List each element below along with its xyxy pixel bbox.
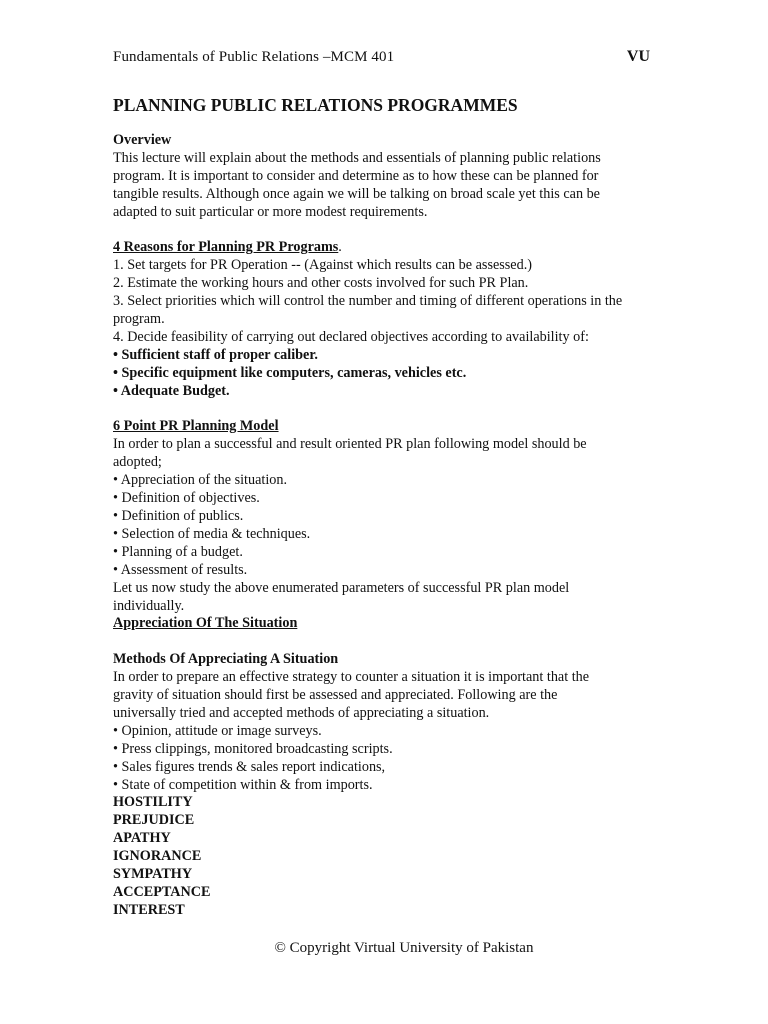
overview-section — [113, 132, 658, 222]
page-title: PLANNING PUBLIC RELATIONS PROGRAMMES — [113, 95, 518, 115]
model-bullet: • Definition of publics. — [113, 508, 244, 524]
model-bullet: • Planning of a budget. — [113, 543, 243, 560]
page-header — [113, 48, 650, 70]
methods-heading: Methods Of Appreciating A Situation — [113, 651, 339, 668]
attitude-state: INTEREST — [113, 901, 185, 918]
model-bullet: • Selection of media & techniques. — [113, 525, 311, 542]
methods-bullet: • Sales figures trends & sales report indications, — [113, 758, 386, 775]
spacer — [113, 401, 658, 419]
reasons-heading: 4 Reasons for Planning PR Programs — [113, 239, 339, 256]
requirement-bullet: • Adequate Budget. — [113, 382, 230, 399]
appreciation-heading: Appreciation Of The Situation — [113, 615, 298, 632]
reason-item: 3. Select priorities which will control the number and timing of different operations in the — [113, 293, 623, 310]
overview-line: adapted to suit particular or more modest requirements. — [113, 203, 428, 220]
reasons-heading-period: . — [338, 239, 342, 256]
model-bullet: • Assessment of results. — [113, 561, 248, 578]
model-outro-line: individually. — [113, 597, 185, 614]
methods-bullet: • Opinion, attitude or image surveys. — [113, 722, 322, 739]
reason-item: 2. Estimate the working hours and other costs involved for such PR Plan. — [113, 275, 529, 292]
vu-label: VU — [626, 48, 650, 65]
model-outro-line: Let us now study the above enumerated parameters of successful PR plan model — [113, 579, 570, 596]
attitude-state: PREJUDICE — [113, 812, 195, 829]
requirement-bullet: • Sufficient staff of proper caliber. — [113, 346, 318, 363]
reason-item: 1. Set targets for PR Operation -- (Against which results can be assessed.) — [113, 257, 532, 274]
model-intro-line: adopted; — [113, 454, 162, 471]
model-intro-line: In order to plan a successful and result oriented PR plan following model should be — [113, 436, 587, 453]
methods-intro-line: In order to prepare an effective strategy to counter a situation it is important that the — [113, 669, 590, 686]
model-section — [113, 418, 658, 633]
reasons-heading-row — [113, 239, 658, 257]
overview-line: This lecture will explain about the methods and essentials of planning public relations — [113, 149, 601, 166]
document-body — [113, 94, 658, 920]
model-heading: 6 Point PR Planning Model — [113, 418, 279, 435]
methods-bullet: • State of competition within & from imports. — [113, 776, 373, 793]
reason-item: program. — [113, 311, 165, 328]
requirement-bullet: • Specific equipment like computers, cameras, vehicles etc. — [113, 364, 467, 381]
overview-line: program. It is important to consider and determine as to how these can be planned for — [113, 167, 599, 184]
overview-heading: Overview — [113, 132, 172, 148]
spacer — [113, 633, 658, 651]
methods-section — [113, 651, 658, 920]
spacer — [113, 222, 658, 240]
methods-intro-line: universally tried and accepted methods of appreciating a situation. — [113, 704, 490, 721]
attitude-state: HOSTILITY — [113, 794, 193, 811]
model-bullet: • Appreciation of the situation. — [113, 472, 287, 489]
reasons-section — [113, 239, 658, 400]
copyright-notice: © Copyright Virtual University of Pakistan — [274, 940, 534, 956]
page-footer — [0, 940, 768, 957]
attitude-state: APATHY — [113, 830, 171, 847]
attitude-state: SYMPATHY — [113, 866, 193, 883]
methods-intro-line: gravity of situation should first be assessed and appreciated. Following are the — [113, 687, 558, 704]
methods-bullet: • Press clippings, monitored broadcasting scripts. — [113, 740, 393, 757]
course-title: Fundamentals of Public Relations –MCM 401 — [113, 49, 395, 65]
attitude-state: IGNORANCE — [113, 848, 202, 865]
reason-item: 4. Decide feasibility of carrying out declared objectives according to availability of: — [113, 328, 589, 345]
model-bullet: • Definition of objectives. — [113, 490, 260, 507]
attitude-state: ACCEPTANCE — [113, 884, 211, 901]
overview-line: tangible results. Although once again we will be talking on broad scale yet this can be — [113, 185, 600, 202]
